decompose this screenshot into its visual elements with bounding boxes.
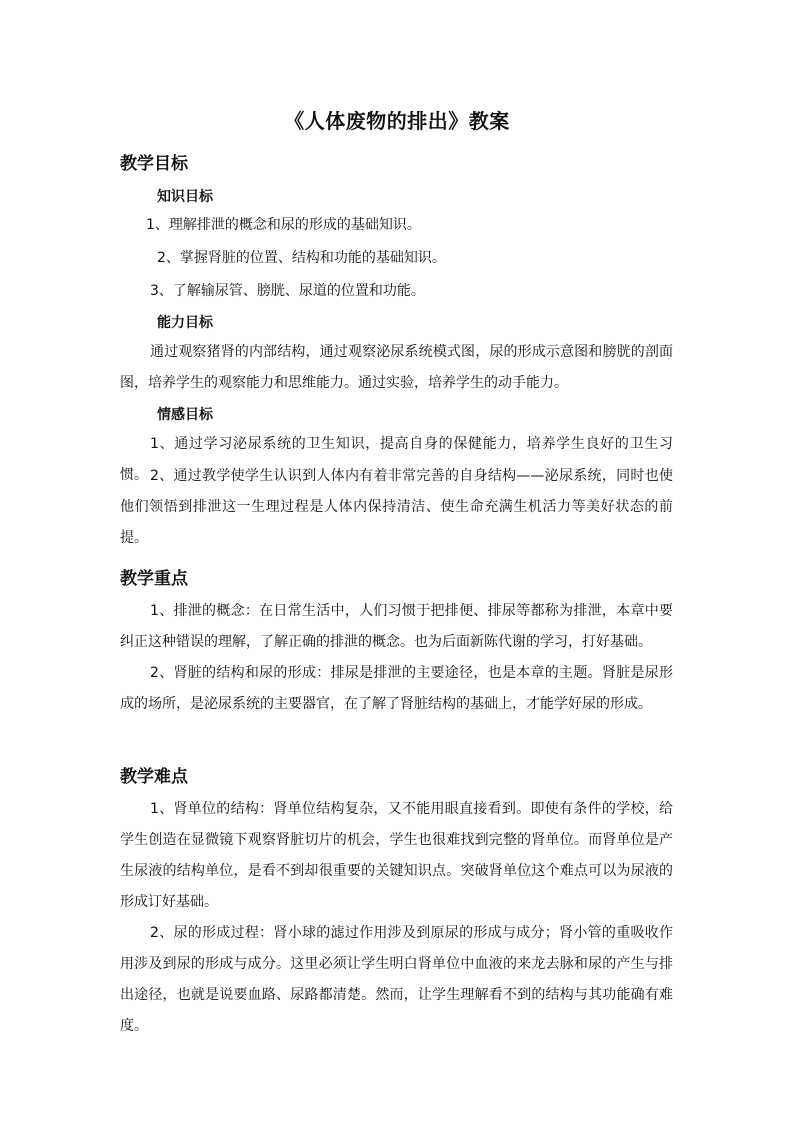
knowledge-objectives-heading: 知识目标 <box>157 189 213 205</box>
key-point-item-1: 1、排泄的概念：在日常生活中，人们习惯于把排便、排尿等都称为排泄，本章中要纠正这种错误的理解，了解正确的排泄的概念。也为后面新陈代谢的学习，打好基础。 <box>120 603 673 650</box>
objectives-heading: 教学目标 <box>120 154 188 174</box>
knowledge-item-2: 2、掌握肾脏的位置、结构和功能的基础知识。 <box>157 250 446 266</box>
difficulty-item-1: 1、肾单位的结构：肾单位结构复杂，又不能用眼直接看到。即使有条件的学校，给学生创造在显微镜下观察肾脏切片的机会，学生也很难找到完整的肾单位。而肾单位是产生尿液的结构单位，是看不到却很重要的关键知识点。突破肾单位这个难点可以为尿液的形成订好基础。 <box>120 801 673 910</box>
emotion-objectives-heading: 情感目标 <box>157 407 213 423</box>
difficulty-item-2: 2、尿的形成过程：肾小球的滤过作用涉及到原尿的形成与成分；肾小管的重吸收作用涉及到尿的形成与成分。这里必须让学生明白肾单位中血液的来龙去脉和尿的产生与排出途径，也就是说要血路、尿路都清楚。然而，让学生理解看不到的结构与其功能确有难度。 <box>120 925 673 1034</box>
ability-objectives-heading: 能力目标 <box>157 315 213 331</box>
ability-objectives-text: 通过观察猪肾的内部结构，通过观察泌尿系统模式图，尿的形成示意图和膀胱的剖面图，培养学生的观察能力和思维能力。通过实验，培养学生的动手能力。 <box>120 344 673 391</box>
key-points-heading: 教学重点 <box>120 569 188 589</box>
knowledge-item-3: 3、了解输尿管、膀胱、尿道的位置和功能。 <box>150 283 425 299</box>
difficulties-heading: 教学难点 <box>120 767 188 787</box>
emotion-item-1: 1、通过学习泌尿系统的卫生知识，提高自身的保健能力，培养学生良好的卫生习惯。 <box>120 436 673 483</box>
document-title: 《人体废物的排出》教案 <box>284 109 510 133</box>
emotion-item-2: 2、通过教学使学生认识到人体内有着非常完善的自身结构——泌尿系统，同时也使他们领悟到排泄这一生理过程是人体内保持清洁、使生命充满生机活力等美好状态的前提。 <box>120 468 673 546</box>
knowledge-item-1: 1、理解排泄的概念和尿的形成的基础知识。 <box>146 217 421 233</box>
key-point-item-2: 2、肾脏的结构和尿的形成：排尿是排泄的主要途径，也是本章的主题。肾脏是尿形成的场所，是泌尿系统的主要器官，在了解了肾脏结构的基础上，才能学好尿的形成。 <box>120 665 673 712</box>
